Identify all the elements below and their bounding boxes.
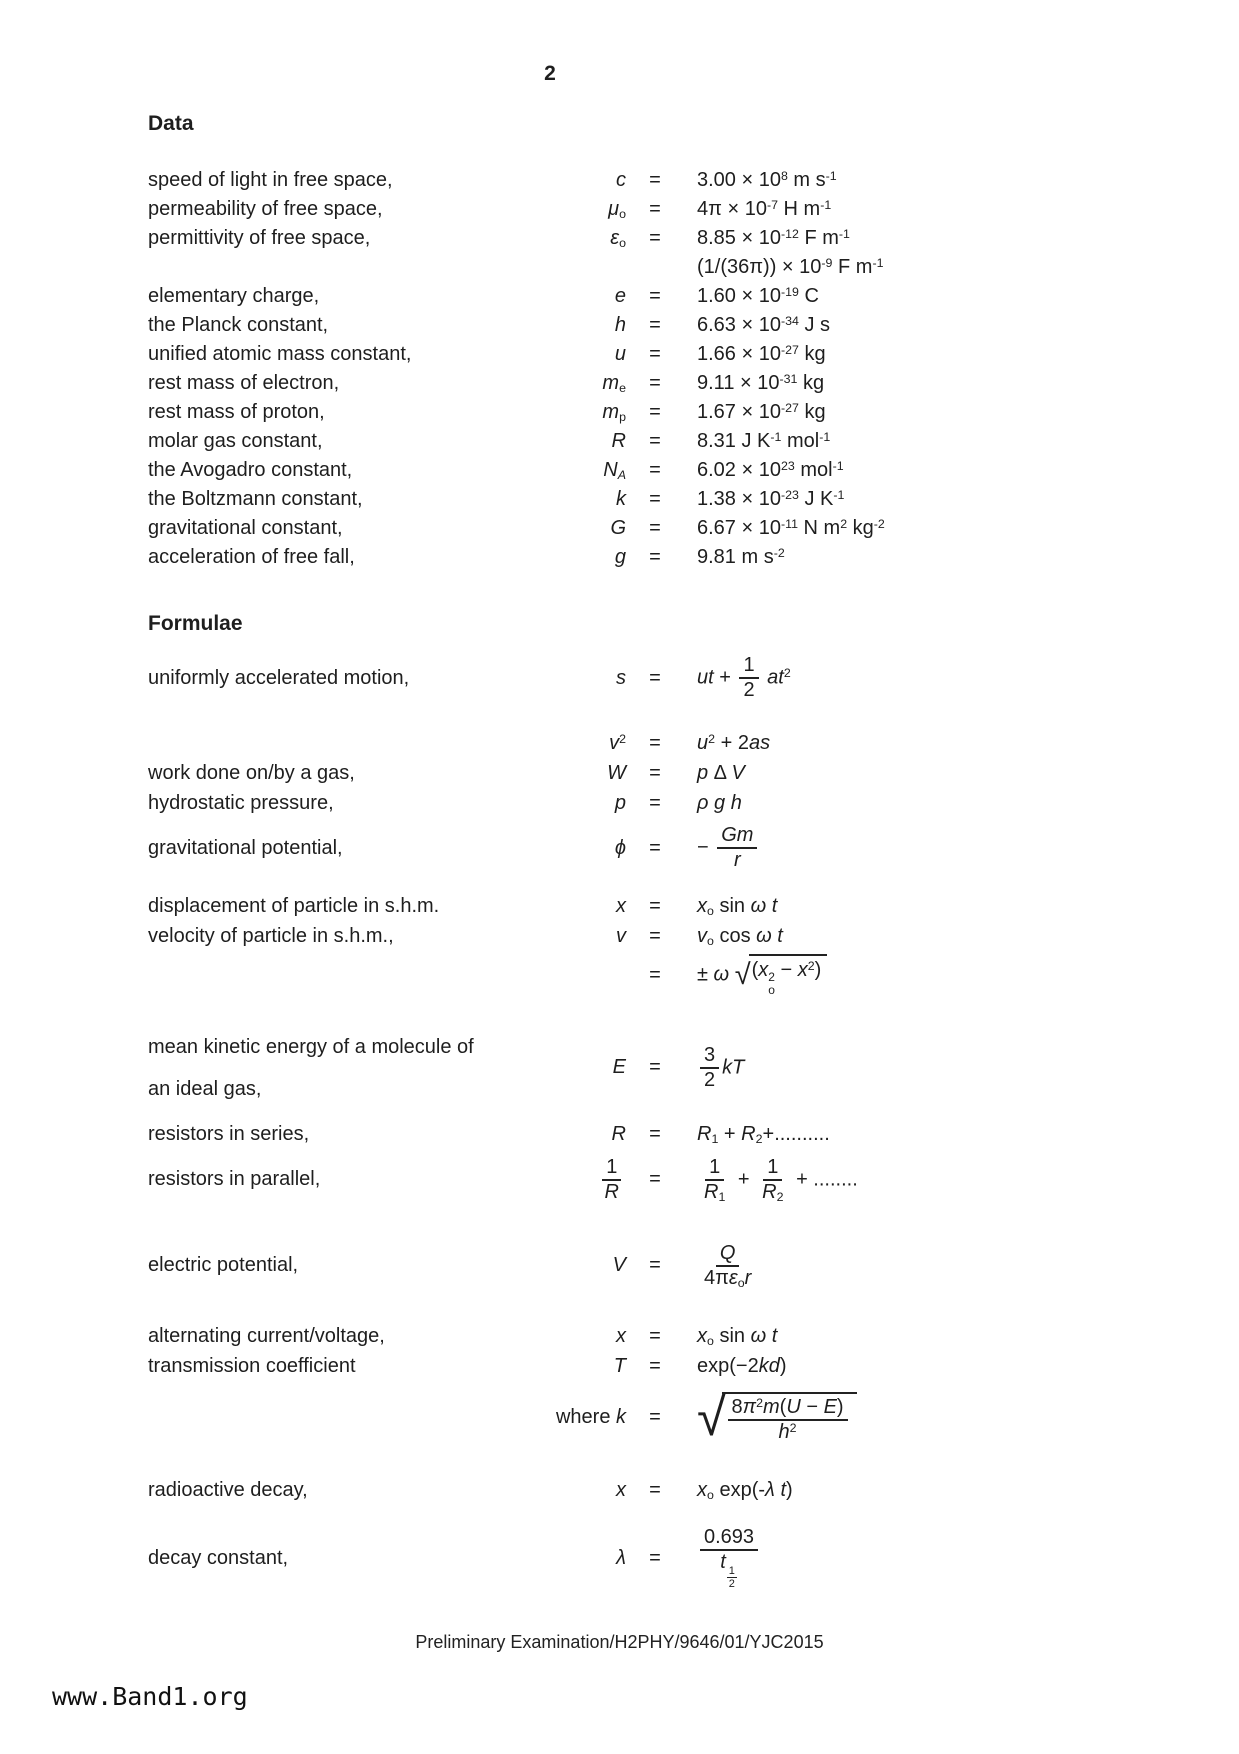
- formula-row: [148, 951, 1128, 1000]
- formula-row-val: $\frac{1}{R_1}$ + $\frac{1}{R_2}$ + ........: [704, 1155, 858, 1204]
- formula-row-val: $u^2 + 2as$: [697, 731, 771, 754]
- data-row: [148, 514, 1128, 543]
- data-row: [148, 340, 1128, 369]
- formula-row-val: $v_o$ cos ω t: [697, 924, 783, 948]
- data-row-label: the Boltzmann constant,: [148, 488, 363, 510]
- formula-group: [148, 1120, 1128, 1210]
- data-row-eq: =: [649, 372, 661, 394]
- data-row-eq: =: [649, 343, 661, 365]
- formula-row-eq: =: [649, 1406, 661, 1429]
- data-row: [148, 398, 1128, 427]
- formula-row-val: p Δ V: [697, 761, 745, 784]
- data-row-label: the Avogadro constant,: [148, 459, 353, 481]
- formula-row: [148, 1352, 1128, 1382]
- data-row: [148, 166, 1128, 195]
- formula-row-sym: x: [616, 1325, 626, 1348]
- footer-text: Preliminary Examination/H2PHY/9646/01/YJC2015: [415, 1632, 824, 1652]
- data-row-eq: =: [649, 198, 661, 220]
- formula-row-sym: $v^2$: [609, 731, 626, 754]
- formula-row-label: radioactive decay,: [148, 1479, 308, 1502]
- data-row-val: $6.63 \times 10^{-34}$ J s: [697, 313, 831, 336]
- data-row-sym: R: [611, 430, 626, 452]
- formula-row: [148, 728, 1128, 758]
- data-row-label: rest mass of electron,: [148, 372, 340, 394]
- data-row-eq: =: [649, 517, 661, 539]
- data-row-sym: $m_e$: [602, 372, 626, 396]
- data-row-val: $4\pi \times 10^{-7}$ H $m^{-1}$: [697, 197, 832, 220]
- data-row-label: the Planck constant,: [148, 314, 329, 336]
- formula-row-eq: =: [649, 1479, 661, 1502]
- data-row-label: speed of light in free space,: [148, 169, 393, 191]
- formula-row-val: exp(−2kd): [697, 1355, 787, 1378]
- formula-row-val: $x_o$ sin ω t: [697, 894, 778, 918]
- data-row-label: permittivity of free space,: [148, 227, 371, 249]
- formula-row-label: resistors in parallel,: [148, 1168, 321, 1191]
- data-row-sym: g: [614, 546, 626, 568]
- formula-row-val: ut + $\frac{1}{2}$ $at^2$: [697, 654, 791, 701]
- formula-row: [148, 1322, 1128, 1352]
- formula-group: [148, 1322, 1128, 1454]
- formula-row-label: hydrostatic pressure,: [148, 791, 334, 814]
- data-row-eq: =: [649, 169, 661, 191]
- formula-row-val: Q $4\pi\varepsilon_or$: [704, 1241, 752, 1290]
- formula-row-sym: $\frac{1}{R}$: [531, 1156, 626, 1204]
- data-row-sym: c: [616, 169, 626, 191]
- data-row-sym: $\varepsilon_o$: [610, 227, 626, 251]
- formula-row-sym: ϕ: [614, 836, 626, 859]
- formula-row-sym: λ: [616, 1546, 626, 1569]
- formula-row: [148, 1150, 1128, 1210]
- content: [148, 112, 1128, 1597]
- formula-row: [148, 1382, 1128, 1454]
- data-row-val: $3.00 \times 10^8$ m $s^{-1}$: [697, 168, 837, 191]
- formula-row-val: ± ω √ (x 2 o − $x^2$): [684, 954, 1128, 997]
- formula-row-val: 0.693 t $\frac{1}{2}$: [684, 1526, 1128, 1591]
- data-row: [148, 282, 1128, 311]
- formula-row-label: alternating current/voltage,: [148, 1325, 385, 1348]
- formula-group: [148, 1520, 1128, 1597]
- data-row-val: $1.66 \times 10^{-27}$ kg: [697, 342, 826, 365]
- formulae-section-heading: Formulae: [148, 612, 243, 635]
- formula-row: [148, 818, 1128, 878]
- formula-row-sym: x: [616, 894, 626, 917]
- data-row: [148, 224, 1128, 253]
- formula-row-eq: =: [649, 836, 661, 859]
- data-row: [148, 543, 1128, 572]
- formula-row: [148, 758, 1128, 788]
- data-row-val: $6.67 \times 10^{-11}$ N $m^2$ $kg^{-2}$: [697, 516, 885, 539]
- data-row-eq: =: [649, 488, 661, 510]
- formula-row: [148, 1120, 1128, 1150]
- data-row: [148, 456, 1128, 485]
- formula-row-eq: =: [649, 731, 661, 754]
- formula-group: [148, 891, 1128, 1000]
- data-row-sym: k: [616, 488, 626, 510]
- data-row: [148, 253, 1128, 282]
- data-row-label: elementary charge,: [148, 285, 320, 307]
- formula-row-sym: T: [613, 1355, 626, 1378]
- data-row-sym: u: [614, 343, 626, 365]
- formula-row-val: √ $\frac{8\pi^2m(U - E)}{h^2}$: [684, 1392, 1128, 1444]
- data-row-sym: $N_A$: [603, 459, 626, 483]
- formula-row-label: decay constant,: [148, 1546, 289, 1569]
- formula-row-eq: =: [649, 1168, 661, 1191]
- formula-row-eq: =: [649, 666, 661, 689]
- formula-row-sym: E: [612, 1056, 626, 1079]
- formula-row-val: ρ g h: [697, 791, 742, 814]
- formula-row-eq: =: [649, 1546, 661, 1569]
- formula-row-eq: =: [649, 924, 661, 947]
- data-row-eq: =: [649, 430, 661, 452]
- data-row-val: $1.67 \times 10^{-27}$ kg: [697, 400, 826, 423]
- formula-row-val: $\frac{3}{2}$ kT: [684, 1044, 1128, 1092]
- formula-group: [148, 1236, 1128, 1296]
- formula-group: [148, 648, 1128, 708]
- watermark-text: www.Band1.org: [52, 1682, 248, 1711]
- formula-row-label: transmission coefficient: [148, 1355, 356, 1378]
- formula-row-eq: =: [649, 894, 661, 917]
- formula-row: [148, 788, 1128, 818]
- data-row-val: $8.85 \times 10^{-12}$ F $m^{-1}$: [697, 226, 850, 249]
- formula-row: [148, 921, 1128, 951]
- data-row-eq: =: [649, 546, 661, 568]
- data-row-val: 9.81 m $s^{-2}$: [697, 545, 785, 568]
- formula-row-eq: =: [649, 1355, 661, 1378]
- formula-row-sym: s: [616, 666, 626, 689]
- data-row-eq: =: [649, 285, 661, 307]
- formula-row-label: mean kinetic energy of a molecule of an ideal gas,: [148, 1035, 474, 1100]
- formula-row-eq: =: [649, 1254, 661, 1277]
- data-row-label: molar gas constant,: [148, 430, 323, 452]
- data-row: [148, 195, 1128, 224]
- formula-row-val: $x_o$ sin ω t: [697, 1325, 778, 1349]
- page-number: 2: [544, 62, 556, 85]
- formula-groups: [148, 648, 1128, 1597]
- formula-row: [148, 1476, 1128, 1506]
- data-row-sym: $\mu_o$: [608, 198, 626, 222]
- formula-row-label: work done on/by a gas,: [148, 761, 355, 784]
- data-row: [148, 485, 1128, 514]
- formula-group: [148, 1476, 1128, 1506]
- formula-row-sym: W: [607, 761, 626, 784]
- data-rows: [148, 166, 1128, 572]
- data-row: [148, 427, 1128, 456]
- data-row-eq: =: [649, 314, 661, 336]
- formula-row-eq: =: [649, 761, 661, 784]
- data-row-sym: e: [614, 285, 626, 307]
- formula-row-label: displacement of particle in s.h.m.: [148, 894, 440, 917]
- data-row-sym: $m_p$: [602, 401, 626, 425]
- formula-row-label: velocity of particle in s.h.m.,: [148, 924, 394, 947]
- formula-row-eq: =: [649, 963, 661, 986]
- formula-row-val: − $\frac{Gm}{r}$: [684, 824, 1128, 872]
- formula-row: [148, 1520, 1128, 1597]
- formula-row-sym: V: [612, 1254, 626, 1277]
- data-section-heading: Data: [148, 112, 194, 135]
- data-row-eq: =: [649, 227, 661, 249]
- formula-group: [148, 728, 1128, 878]
- formula-row: [148, 648, 1128, 708]
- data-row-sym: G: [610, 517, 626, 539]
- formula-row-eq: =: [649, 1325, 661, 1348]
- data-row-label: rest mass of proton,: [148, 401, 325, 423]
- formula-row-label: gravitational potential,: [148, 836, 343, 859]
- data-row-val: 8.31 J $K^{-1}$ mol$^{-1}$: [697, 429, 831, 452]
- formula-row-sym: p: [614, 791, 626, 814]
- formula-row-sym: R: [611, 1123, 626, 1146]
- data-row-eq: =: [649, 459, 661, 481]
- formula-row-label: uniformly accelerated motion,: [148, 666, 410, 689]
- data-row-label: gravitational constant,: [148, 517, 343, 539]
- data-row-sym: h: [614, 314, 626, 336]
- formula-row-val: $x_o$ exp(-λ t): [697, 1479, 793, 1503]
- data-row-label: acceleration of free fall,: [148, 546, 355, 568]
- data-row: [148, 311, 1128, 340]
- data-row-label: unified atomic mass constant,: [148, 343, 412, 365]
- data-row-val: $1.38 \times 10^{-23}$ J $K^{-1}$: [697, 487, 845, 510]
- formula-row: [148, 1236, 1128, 1296]
- data-row-eq: =: [649, 401, 661, 423]
- formula-row-sym: v: [616, 924, 626, 947]
- formula-row-sym: where k: [555, 1406, 626, 1429]
- data-row-label: permeability of free space,: [148, 198, 383, 220]
- formula-row: [148, 1026, 1128, 1110]
- data-row-val: $9.11 \times 10^{-31}$ kg: [697, 371, 825, 394]
- data-row: [148, 369, 1128, 398]
- formula-row-eq: =: [649, 1123, 661, 1146]
- formula-row-eq: =: [649, 791, 661, 814]
- formula-row-sym: x: [616, 1479, 626, 1502]
- formula-row-val: $R_1 + R_2+$..........: [697, 1123, 830, 1147]
- formula-row: [148, 891, 1128, 921]
- formula-row-label: electric potential,: [148, 1254, 299, 1277]
- data-row-val: $1.60 \times 10^{-19}$ C: [697, 284, 819, 307]
- data-row-val: $(1/(36\pi)) \times 10^{-9}$ F $m^{-1}$: [697, 255, 884, 278]
- data-row-val: $6.02 \times 10^{23}$ mol$^{-1}$: [697, 458, 844, 481]
- formula-row-eq: =: [649, 1056, 661, 1079]
- formula-row-label: resistors in series,: [148, 1123, 310, 1146]
- formula-group: [148, 1026, 1128, 1110]
